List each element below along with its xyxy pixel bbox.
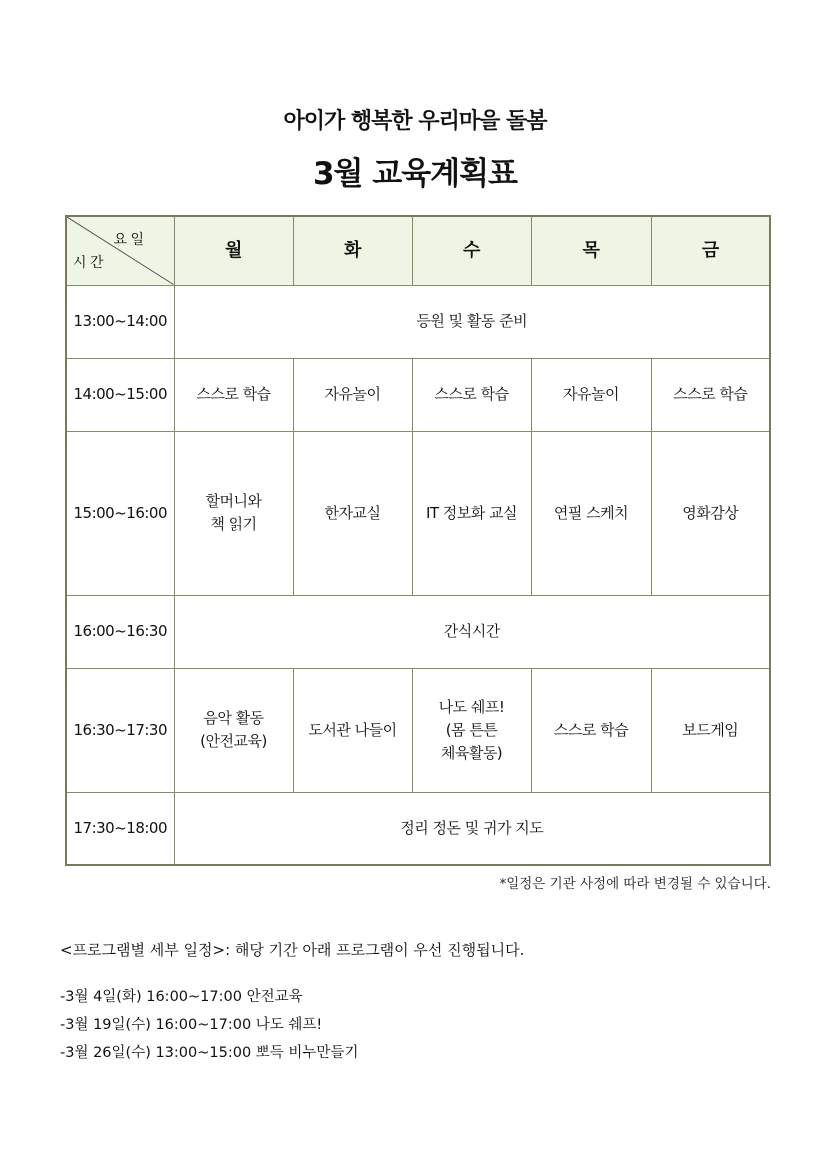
time-cell: 14:00~15:00 [66, 358, 174, 431]
span-cell: 간식시간 [174, 595, 770, 668]
activity-cell: 보드게임 [651, 668, 770, 792]
table-row [66, 358, 770, 431]
day-header: 수 [412, 216, 531, 285]
program-item: -3월 4일(화) 16:00~17:00 안전교육 [60, 989, 303, 1005]
activity-cell: 스스로 학습 [531, 668, 651, 792]
day-header: 화 [293, 216, 412, 285]
activity-cell: 도서관 나들이 [293, 668, 412, 792]
time-cell: 16:30~17:30 [66, 668, 174, 792]
span-cell: 등원 및 활동 준비 [174, 285, 770, 358]
program-heading: <프로그램별 세부 일정>: 해당 기간 아래 프로그램이 우선 진행됩니다. [60, 941, 525, 959]
activity-cell: 스스로 학습 [651, 358, 770, 431]
activity-cell: 나도 쉐프! (몸 튼튼 체육활동) [412, 668, 531, 792]
activity-cell: 스스로 학습 [412, 358, 531, 431]
activity-cell: 할머니와 책 읽기 [174, 431, 293, 595]
day-header: 월 [174, 216, 293, 285]
time-cell: 15:00~16:00 [66, 431, 174, 595]
corner-time-label: 시 간 [73, 254, 103, 271]
schedule-note: *일정은 기관 사정에 따라 변경될 수 있습니다. [499, 876, 771, 892]
activity-cell: IT 정보화 교실 [412, 431, 531, 595]
corner-cell [66, 216, 174, 285]
table-row [66, 668, 770, 792]
table-row [66, 285, 770, 358]
activity-cell: 한자교실 [293, 431, 412, 595]
table-row [66, 595, 770, 668]
table-row [66, 792, 770, 865]
schedule-table [65, 215, 771, 866]
subtitle: 3월 교육계획표 [312, 156, 518, 192]
activity-cell: 연필 스케치 [531, 431, 651, 595]
span-cell: 정리 정돈 및 귀가 지도 [174, 792, 770, 865]
time-cell: 17:30~18:00 [66, 792, 174, 865]
activity-cell: 자유놀이 [293, 358, 412, 431]
activity-cell: 영화감상 [651, 431, 770, 595]
time-cell: 16:00~16:30 [66, 595, 174, 668]
program-item: -3월 19일(수) 16:00~17:00 나도 쉐프! [60, 1017, 323, 1033]
day-header: 목 [531, 216, 651, 285]
program-item: -3월 26일(수) 13:00~15:00 뽀득 비누만들기 [60, 1045, 359, 1061]
activity-cell: 자유놀이 [531, 358, 651, 431]
table-row [66, 431, 770, 595]
corner-day-label: 요 일 [113, 232, 144, 248]
activity-cell: 스스로 학습 [174, 358, 293, 431]
activity-cell: 음악 활동 (안전교육) [174, 668, 293, 792]
day-header: 금 [651, 216, 770, 285]
header-row [66, 216, 770, 285]
title: 아이가 행복한 우리마을 돌봄 [283, 109, 547, 134]
time-cell: 13:00~14:00 [66, 285, 174, 358]
